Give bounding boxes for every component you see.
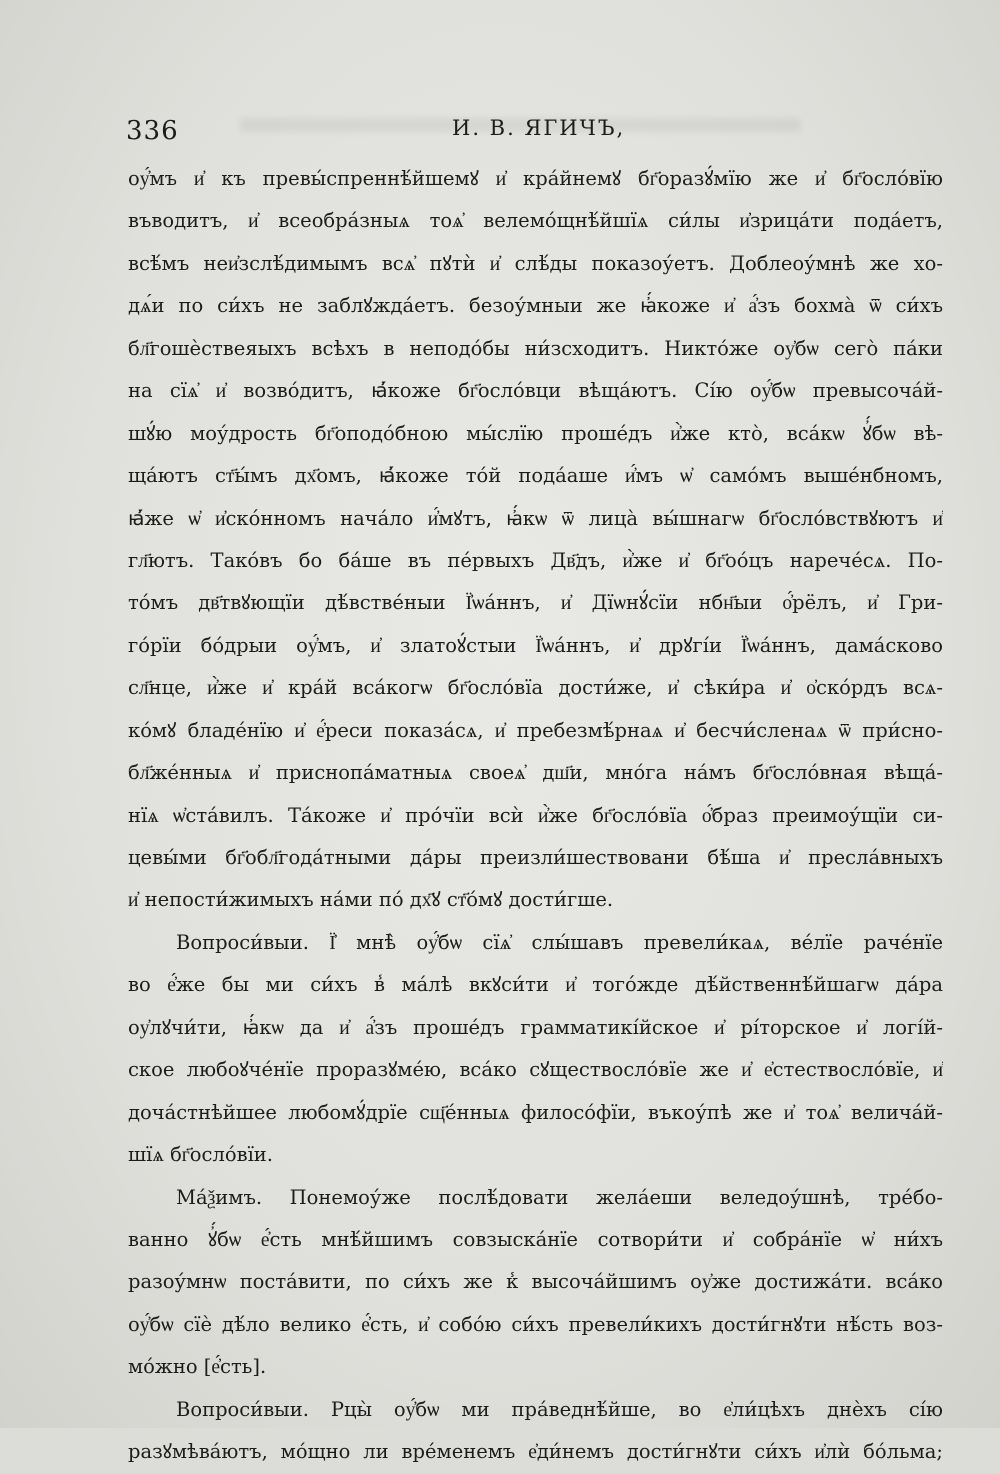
text-line: Вопроси́выи. Ї҆ мнѣ̀ оу҆́бѡ сїѧ҆ слы́шавъ превели́каѧ, ве́лїе раче́нїе <box>176 930 943 954</box>
text-line: ское любоꙋче́нїе проразꙋме́ю, вса́ко сꙋществосло́вїе же и҆ е҆стествосло́вїе, и҆ <box>128 1058 943 1082</box>
text-line: шꙋ́ю моу́дрость бг҃оподо́бною мы́слїю проше́дъ и҆̀же кто̀, вса́кѡ ꙋ҆́бѡ вѣ- <box>128 421 943 445</box>
text-line: и҆ непости́жимыхъ на́ми по́ дх҃ꙋ ст҃о́мꙋ дости́гше. <box>128 888 614 912</box>
text-line: ко́мꙋ бладе́нїю и҆ е҆́реси показа́сѧ, и҆ пребезмѣ́рнаѧ и҆ бесчи́сленаѧ ѿ при́сно- <box>128 718 943 742</box>
text-line: дѧ́и по си́хъ не заблꙋжда́етъ. безоу́мныи же ꙗ҆́коже и҆ а҆́зъ бохма̀ ѿ си́хъ <box>128 294 943 318</box>
text-line: бл҃гошѐствеяыхъ всѣхъ в неподо́бы ни́зсходитъ. Никто́же оу҆бѡ сего̀ па́ки <box>128 336 943 360</box>
text-line: цевы́ми бг҃обл҃года́тными да́ры преизли́шествовани бѣ́ша и҆ пресла́вныхъ <box>128 846 943 869</box>
text-line: бл҃же́нныѧ и҆ приснопа́матныѧ своеѧ҆ дш҃и, мно́га на́мъ бг҃осло́вная вѣща́- <box>128 761 943 785</box>
text-line: гл҃ютъ. Тако́въ бо ба́ше въ пе́рвыхъ Дв҃дъ, и҆̀же и҆ бг҃оо́цъ нарече́сѧ. По- <box>128 548 943 572</box>
text-line: разꙋмѣва́ютъ, мо́щно ли вре́менемъ е҆ди́немъ дости́гнꙋти си́хъ и҆лѝ бо́льма; <box>128 1440 943 1464</box>
text-line: оу҆́бѡ сїѐ дѣ́ло велико е҆́сть, и҆ собо́ю си́хъ превели́кихъ дости́гнꙋти нѣ́сть воз- <box>128 1312 943 1336</box>
text-line: шїѧ бг҃осло́вїи. <box>128 1143 274 1167</box>
text-line: разоу́мнѡ поста́вити, по си́хъ же к̾ высоча́йшимъ оу҆же достижа́ти. вса́ко <box>128 1270 943 1294</box>
text-line: доча́стнѣйшее любомꙋ́дрїе сщ҃е́нныѧ филосо́фїи, въкоу́пѣ же и҆ тоѧ҆ велича́й- <box>128 1100 943 1124</box>
page-number: 336 <box>126 116 179 146</box>
text-line: мо́жно [е҆́сть]. <box>128 1355 267 1379</box>
body-text <box>128 158 943 1474</box>
text-line: Вопроси́выи. Рцы̀ оу҆́бѡ ми пра́веднѣ́йше, во е҆ли́цѣхъ днѐхъ сі́ю <box>176 1397 943 1421</box>
text-line: ванно ꙋ҆́бѡ е҆́сть мнѣ́йшимъ совзыска́нїе сотвори́ти и҆ собра́нїе ѡ҆ ни́хъ <box>128 1227 943 1251</box>
text-line: въводитъ, и҆ всеобра́зныѧ тоѧ҆ велемо́щнѣ́йшїѧ си́лы и҆зрица́ти пода́етъ, <box>128 209 943 233</box>
text-line: ща́ютъ ст҃ы́мъ дх҃омъ, ꙗ҆́коже то́й пода́аше и҆́мъ ѡ҆ само́мъ выше́нбномъ, <box>128 464 943 488</box>
text-line: на сїѧ҆ и҆ возво́дитъ, ꙗ҆́коже бг҃осло́вци вѣща́ютъ. Сі́ю оу҆́бѡ превысоча́й- <box>128 379 943 403</box>
text-line: оу҆лꙋчи́ти, ꙗ҆́кѡ да и҆ а҆́зъ проше́дъ грамматикі́йское и҆ рі́торское и҆ логі́й- <box>128 1015 943 1039</box>
text-line: го́рїи бо́дрыи оу҆́мъ, и҆ златоꙋ́стыи Ї҆ѡа́ннъ, и҆ дрꙋгі́и Ї҆ѡа́ннъ, дама́сково <box>128 633 943 657</box>
text-line: сл҃нце, и҆̀же и҆ кра́й вса́когѡ бг҃осло́вїа дости́же, и҆ сѣки́ра и҆ о҆ско́рдъ всѧ- <box>128 676 943 700</box>
text-line: всѣ́мъ неи҆зслѣ́димымъ всѧ҆ пꙋтѝ и҆ слѣ́ды показоу́етъ. Доблеоу́мнѣ же хо- <box>128 251 943 275</box>
text-line: оу҆́мъ и҆ къ превы́спреннѣ́йшемꙋ и҆ кра́йнемꙋ бг҃оразꙋ́мїю же и҆ бг҃осло́вїю <box>128 167 943 190</box>
text-line: нїѧ ѡ҆ста́вилъ. Та́коже и҆ про́чїи всѝ и҆̀же бг҃осло́вїа о҆́браз преимоу́щїи си- <box>128 803 943 827</box>
text-line: то́мъ дв҃твꙋющїи дѣ́встве́ныи Ї҆ѡа́ннъ, и҆ Дїѡнꙋ́сїи нбн҃ыи о҆́рёлъ, и҆ Гри- <box>128 591 943 615</box>
text-line: ꙗ҆́же ѡ҆ и҆скóнномъ нача́ло и҆́мꙋтъ, ꙗ҆́кѡ ѿ лица̀ вы́шнагѡ бг҃осло́вствꙋютъ и҆ <box>128 506 943 530</box>
text-line: во е҆́же бы ми си́хъ в̾ ма́лѣ вкꙋси́ти и҆ тогóжде дѣ́йственнѣ́йшагѡ да́ра <box>128 973 943 997</box>
text-line: Ма́ѯимъ. Понемоу́же послѣ́довати жела́еши веледоу́шнѣ, тре́бо- <box>176 1185 943 1209</box>
running-head: И. В. ЯГИЧЪ, <box>452 116 626 140</box>
